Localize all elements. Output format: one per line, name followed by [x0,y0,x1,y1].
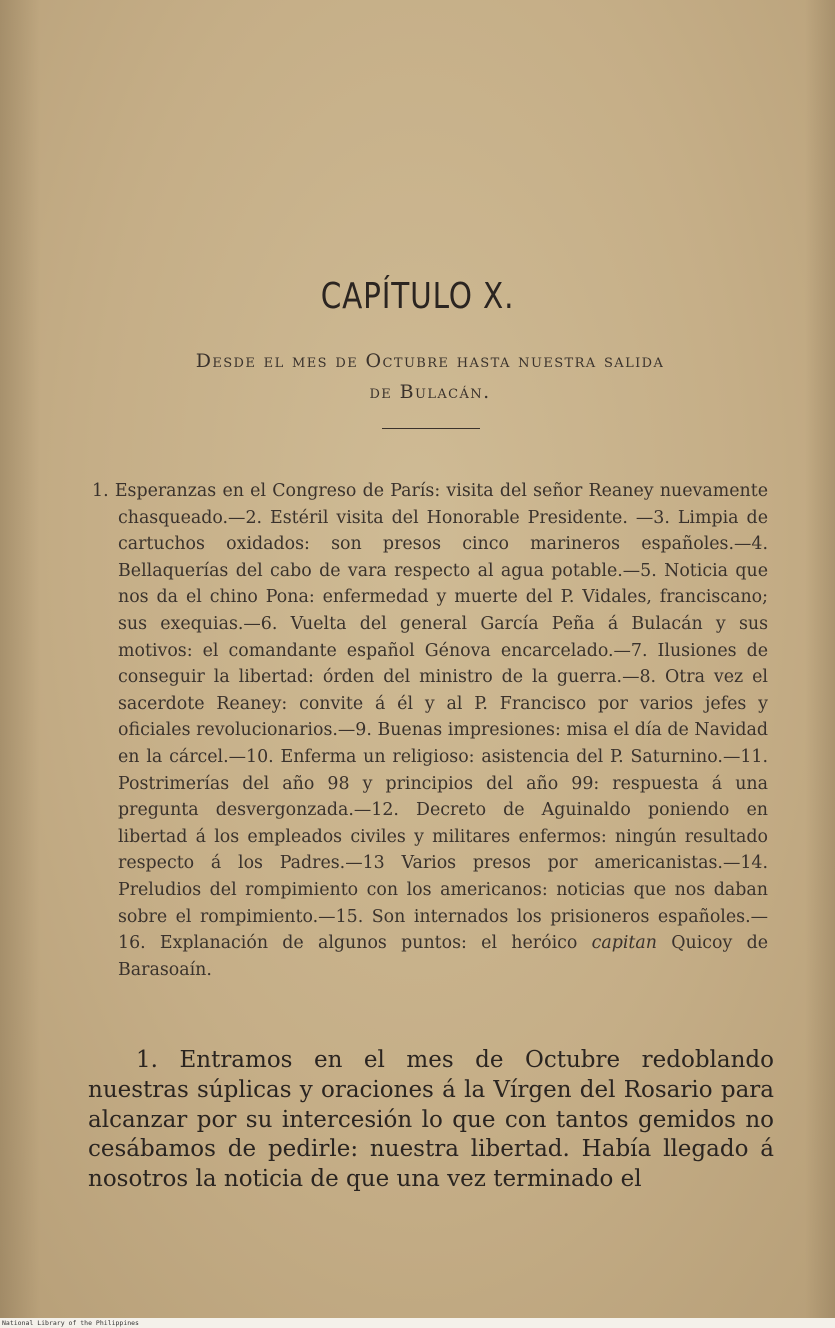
paragraph-number: 1. [136,1047,158,1073]
body-paragraph [88,1046,774,1195]
summary-italic-word: capitan [591,933,657,954]
paragraph-text: Entramos en el mes de Octubre redoblando nuestras súplicas y oraciones á la Vírgen del Rosario para alcanzar por su intercesión lo que con tantos gemidos no cesábamos de pedirle: nuestra libertad. Había llegado á nosotros la noticia de que una vez terminado el [88,1047,774,1193]
chapter-subtitle-line-2: de Bulacán. [369,381,491,403]
title-divider [382,428,480,429]
chapter-subtitle [110,346,750,408]
page-edge-shadow-right [805,0,835,1318]
summary-text: Esperanzas en el Congreso de París: visita del señor Reaney nuevamente chasqueado.—2. Estéril visita del Honorable Presidente. —3. Limpia de cartuchos oxidados: son presos cinco marineros españoles.—4. Bellaquerías del cabo de vara respecto al agua potable.—5. Noticia que nos da el chino Pona: enfermedad y muerte del P. Vidales, franciscano; sus exequias.—6. Vuelta del general García Peña á Bulacán y sus motivos: el comandante español Génova encarcelado.—7. Ilusiones de conseguir la libertad: órden del ministro de la guerra.—8. Otra vez el sacerdote Reaney: convite á él y al P. Francisco por varios jefes y oficiales revolucionarios.—9. Buenas impresiones: misa el día de Navidad en la cárcel.—10. Enferma un religioso: asistencia del P. Saturnino.—11. Postrimerías del año 98 y principios del año 99: respuesta á una pregunta desvergonzada.—12. Decreto de Aguinaldo poniendo en libertad á los empleados civiles y militares enfermos: ningún resultado respecto á los Padres.—13 Varios presos por americanistas.—14. Preludios del rompimiento con los americanos: noticias que nos daban sobre el rompimiento.—15. Son internados los prisioneros españoles.—16. Explanación de algunos puntos: el heróico [114,481,768,954]
library-credit: National Library of the Philippines [2,1319,139,1327]
summary-number: 1. [92,481,109,501]
chapter-subtitle-line-1: Desde el mes de Octubre hasta nuestra salida [195,350,665,372]
chapter-title: CAPÍTULO X. [320,276,515,317]
page-edge-shadow-left [0,0,40,1318]
summary-text-end: Quicoy de Barasoaín. [118,933,769,980]
chapter-summary [92,478,769,983]
